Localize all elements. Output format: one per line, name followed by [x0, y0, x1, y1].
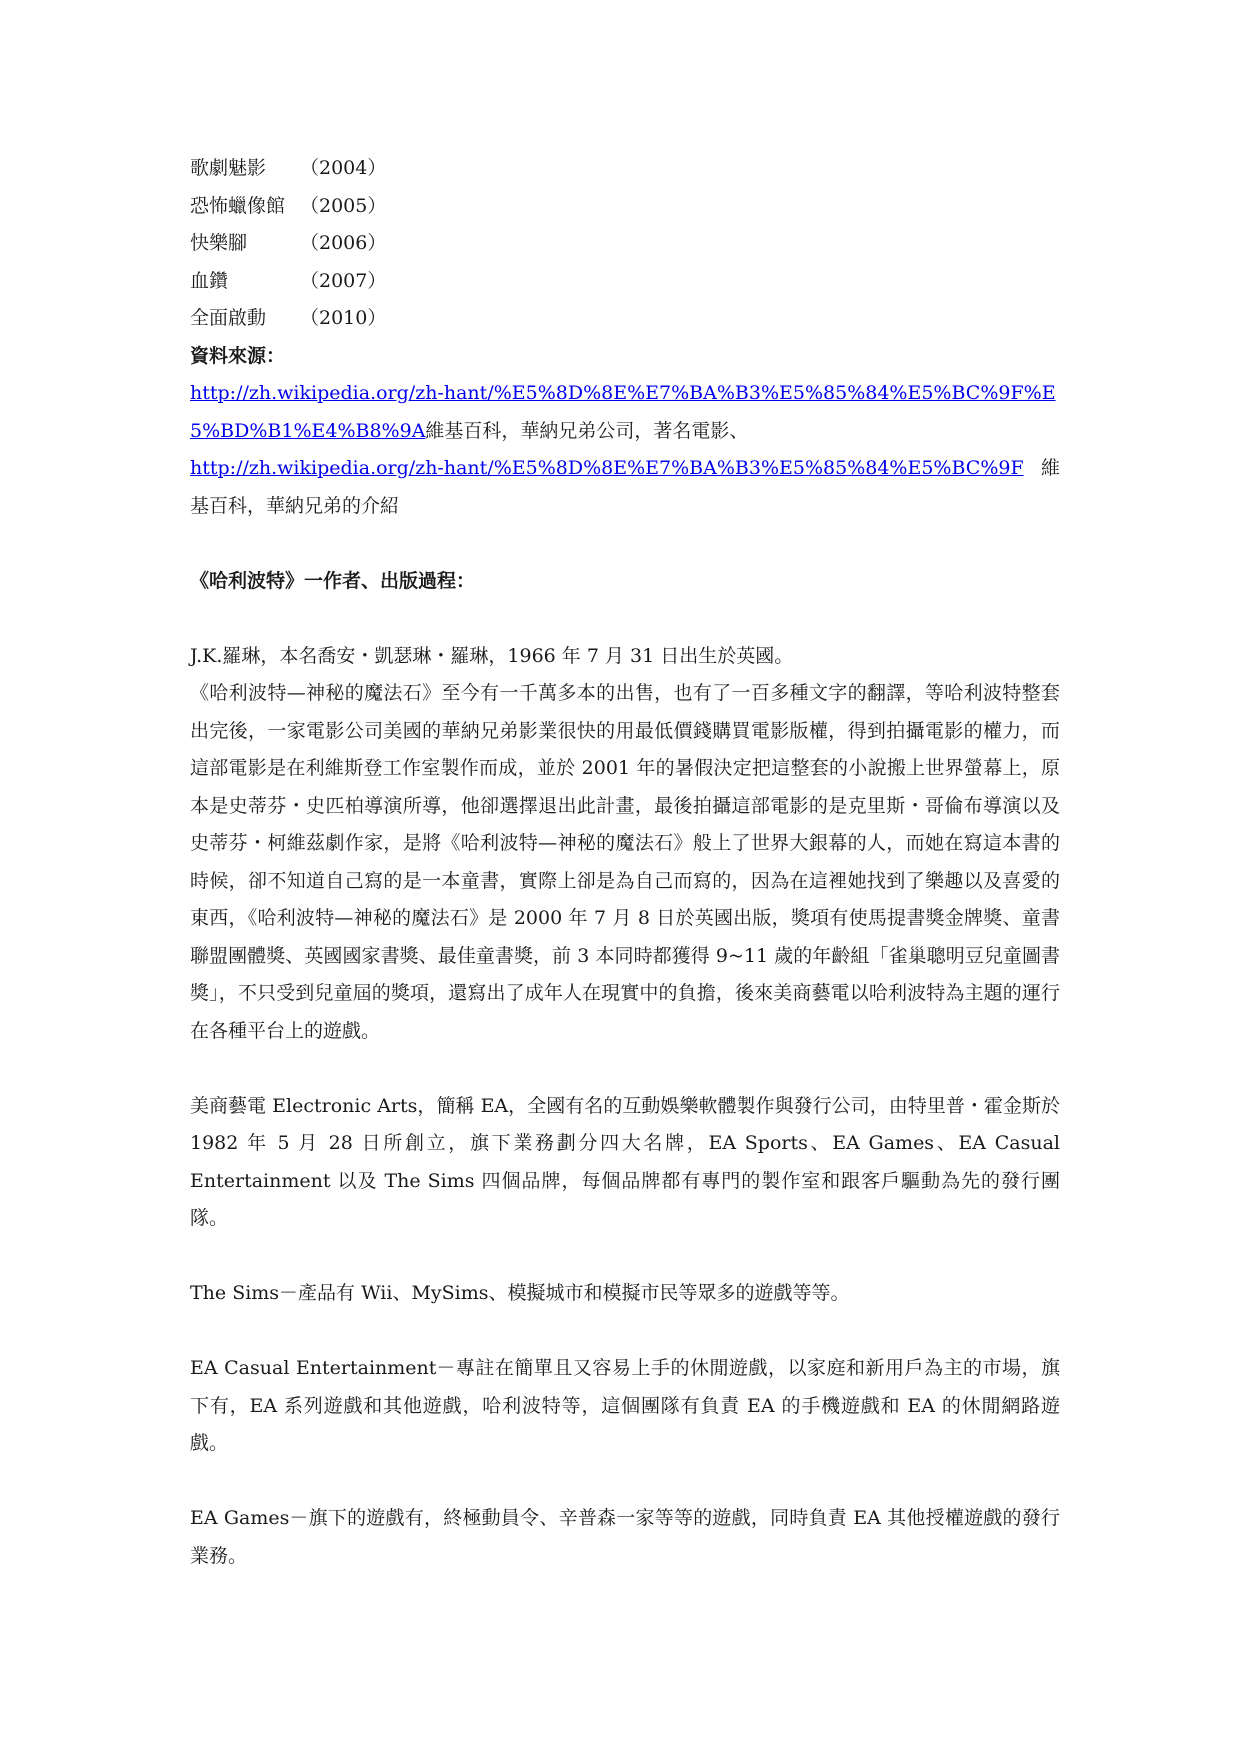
- ea-games-paragraph: EA Games－旗下的遊戲有，終極動員令、辛普森一家等等的遊戲，同時負責 EA 其他授權遊戲的發行業務。: [190, 1507, 1060, 1567]
- document-page: [190, 150, 1060, 1575]
- film-title: 歌劇魅影: [190, 157, 267, 179]
- film-year: （2007）: [300, 269, 387, 292]
- film-title: 快樂腳: [190, 232, 248, 254]
- ea-casual-paragraph: EA Casual Entertainment－專註在簡單且又容易上手的休閒遊戲，以家庭和新用戶為主的市場，旗下有，EA 系列遊戲和其他遊戲，哈利波特等，這個團隊有負責 EA 的手機遊戲和 EA 的休閒網路遊戲。: [190, 1357, 1060, 1454]
- ea-sims-paragraph: The Sims－產品有 Wii、MySims、模擬城市和模擬市民等眾多的遊戲等等。: [190, 1282, 850, 1304]
- source-entry-2: [190, 450, 1060, 525]
- film-year: （2005）: [300, 194, 387, 217]
- sources-block: [190, 375, 1060, 525]
- publication-paragraph: 《哈利波特—神秘的魔法石》至今有一千萬多本的出售，也有了一百多種文字的翻譯，等哈利波特整套出完後，一家電影公司美國的華納兄弟影業很快的用最低價錢購買電影版權，得到拍攝電影的權力，而這部電影是在利維斯登工作室製作而成，並於 2001 年的暑假決定把這整套的小說搬上世界螢幕上，原本是史蒂芬・史匹柏導演所導，他卻選擇退出此計畫，最後拍攝這部電影的是克里斯・哥倫布導演以及史蒂芬・柯維茲劇作家，是將《哈利波特—神秘的魔法石》般上了世界大銀幕的人，而她在寫這本書的時候，卻不知道自己寫的是一本童書，實際上卻是為自己而寫的，因為在這裡她找到了樂趣以及喜愛的東西，《哈利波特—神秘的魔法石》是 2000 年 7 月 8 日於英國出版，獎項有使馬提書獎金牌獎、童書聯盟團體獎、英國國家書獎、最佳童書獎，前 3 本同時都獲得 9~11 歲的年齡組「雀巢聰明豆兒童圖書獎」，不只受到兒童屆的獎項，還寫出了成年人在現實中的負擔，後來美商藝電以哈利波特為主題的運行在各種平台上的遊戲。: [190, 682, 1060, 1042]
- spacer: [190, 1463, 1060, 1501]
- film-list: [190, 150, 1060, 338]
- film-year: （2010）: [300, 307, 387, 329]
- source-note-2: 維基百科，華納兄弟的介紹: [190, 457, 1060, 517]
- spacer: [190, 525, 1060, 563]
- film-row: [190, 188, 1060, 226]
- film-year: （2006）: [300, 232, 387, 254]
- spacer: [190, 600, 1060, 638]
- source-note-1: 維基百科，華納兄弟公司，著名電影、: [425, 419, 749, 442]
- source-link-2[interactable]: http://zh.wikipedia.org/zh-hant/%E5%8D%8E%E7%BA%B3%E5%85%84%E5%BC%9F: [190, 457, 1024, 479]
- source-link-1[interactable]: http://zh.wikipedia.org/zh-hant/%E5%8D%8E%E7%BA%B3%E5%85%84%E5%BC%9F%E5%BD%B1%E4%B8%9A: [190, 382, 1056, 442]
- source-entry-1: [190, 375, 1060, 450]
- author-intro: J.K.羅琳，本名喬安・凱瑟琳・羅琳，1966 年 7 月 31 日出生於英國。: [190, 644, 794, 667]
- spacer: [190, 1313, 1060, 1351]
- sources-heading: 資料來源：: [190, 344, 286, 367]
- section-heading: 《哈利波特》一作者、出版過程：: [190, 569, 476, 592]
- film-title: 全面啟動: [190, 307, 267, 329]
- film-row: [190, 150, 1060, 188]
- film-year: （2004）: [300, 157, 387, 179]
- spacer: [190, 1238, 1060, 1276]
- ea-intro-paragraph: 美商藝電 Electronic Arts，簡稱 EA，全國有名的互動娛樂軟體製作與發行公司，由特里普・霍金斯於 1982 年 5 月 28 日所創立，旗下業務劃分四大名牌，EA Sports、EA Games、EA Casual Entertainment 以及 The Sims 四個品牌，每個品牌都有專門的製作室和跟客戶驅動為先的發行團隊。: [190, 1094, 1060, 1229]
- film-title: 恐怖蠟像館: [190, 194, 286, 217]
- film-row: [190, 225, 1060, 263]
- spacer: [190, 1050, 1060, 1088]
- film-title: 血鑽: [190, 269, 229, 292]
- film-row: [190, 263, 1060, 301]
- film-row: [190, 300, 1060, 338]
